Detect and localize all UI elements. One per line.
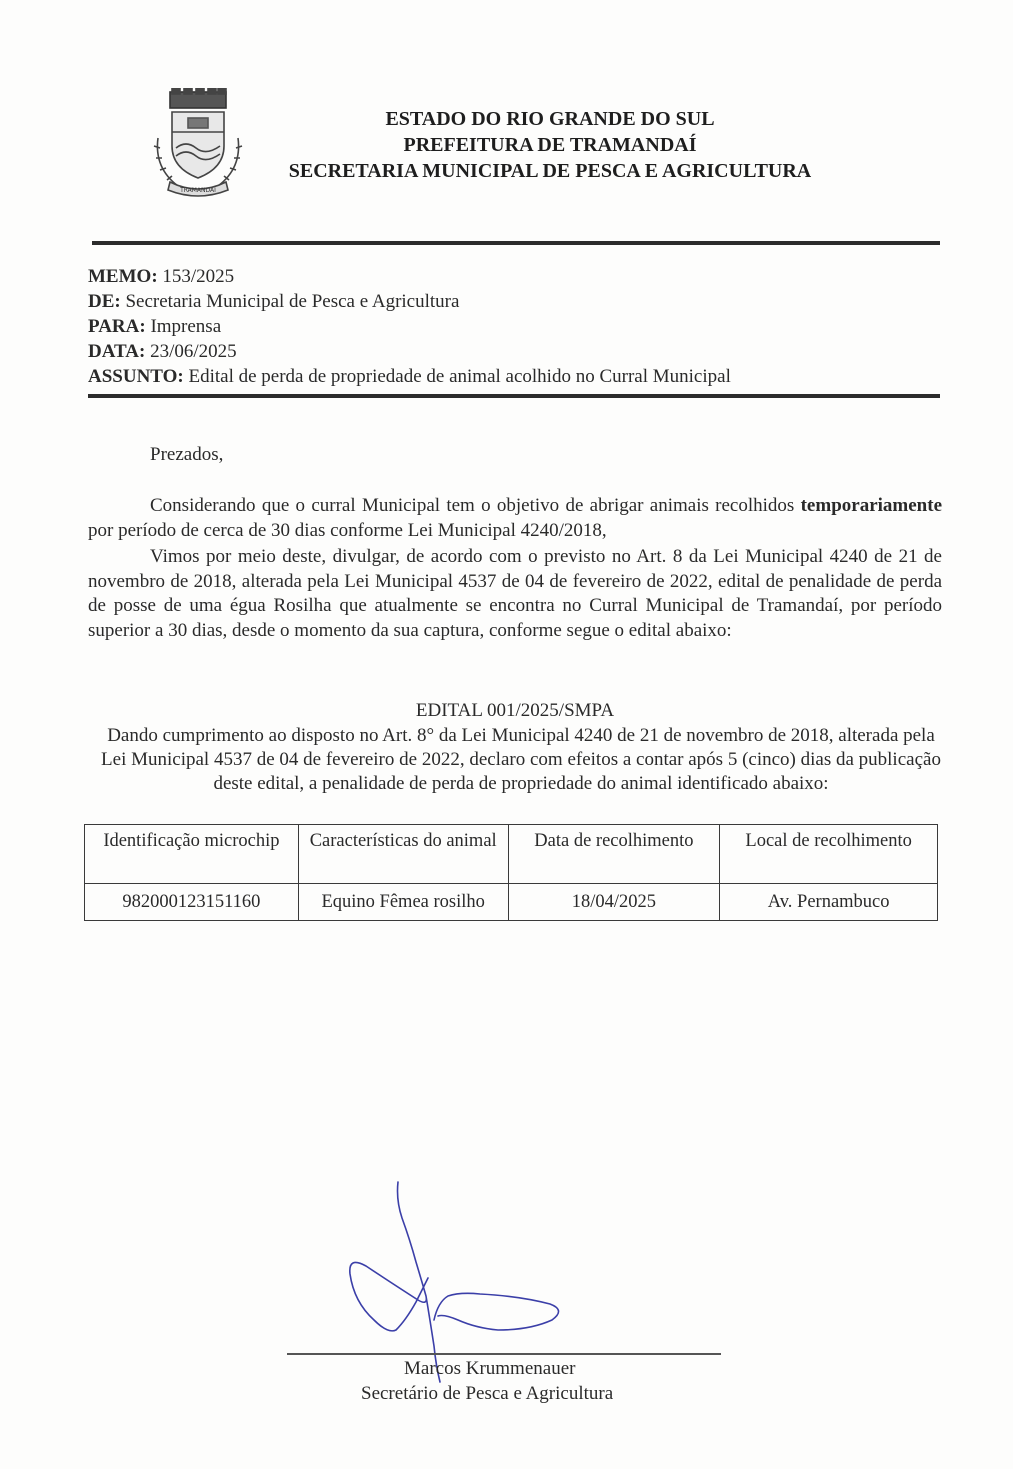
handwritten-signature	[330, 1170, 590, 1390]
memo-to-value: Imprensa	[150, 316, 222, 337]
paragraph-considering-end: por período de cerca de 30 dias conforme Lei Municipal 4240/2018,	[88, 519, 607, 541]
edital-text: Dando cumprimento ao disposto no Art. 8° da Lei Municipal 4240 de 21 de novembro de 2018, alterada pela Lei Municipal 4537 de 04 de fevereiro de 2022, declaro com efeitos a contar após 5 (cinco) dias da publicação deste edital, a penalidade de perda de propriedade do animal identificado abaixo:	[101, 725, 941, 794]
memo-subject-value: Edital de perda de propriedade de animal acolhido no Curral Municipal	[188, 366, 731, 387]
memo-number-row	[88, 264, 731, 289]
table-cell-characteristics: Equino Fêmea rosilho	[298, 884, 508, 921]
municipal-crest-icon	[148, 88, 248, 198]
memo-subject-row	[88, 364, 731, 389]
memo-subject-label: ASSUNTO:	[88, 366, 184, 387]
animal-table	[84, 824, 938, 921]
memo-from-value: Secretaria Municipal de Pesca e Agricultura	[125, 291, 460, 312]
paragraph-considering	[88, 494, 942, 543]
letterhead-state: ESTADO DO RIO GRANDE DO SUL	[385, 108, 715, 130]
memo-to-label: PARA:	[88, 316, 146, 337]
paragraph-considering-start: Considerando que o curral Municipal tem o objetivo de abrigar animais recolhidos	[150, 495, 795, 516]
memo-from-row	[88, 289, 731, 314]
crest-ribbon-text: TRAMANDAÍ	[180, 187, 216, 194]
letterhead-prefecture: PREFEITURA DE TRAMANDAÍ	[403, 134, 697, 156]
table-row	[85, 884, 938, 921]
edital-title: EDITAL 001/2025/SMPA	[415, 700, 615, 721]
memo-number-value: 153/2025	[162, 266, 235, 287]
table-cell-location: Av. Pernambuco	[720, 884, 938, 921]
memo-from-label: DE:	[88, 291, 121, 312]
signer-name: Marcos Krummenauer	[404, 1358, 576, 1379]
table-header-row	[85, 825, 938, 884]
table-cell-microchip: 982000123151160	[85, 884, 299, 921]
memo-meta	[88, 264, 731, 389]
memo-date-row	[88, 339, 731, 364]
letterhead	[240, 106, 860, 184]
paragraph-announcement-text: Vimos por meio deste, divulgar, de acordo com o previsto no Art. 8 da Lei Municipal 4240 de 21 de novembro de 2018, alterada pela Lei Municipal 4537 de 04 de fevereiro de 2022, edital de penalidade de perda de posse de uma égua Rosilha que atualmente se encontra no Curral Municipal de Tramandaí, por período superior a 30 dias, desde o momento da sua captura, conforme segue o edital abaixo:	[88, 546, 942, 641]
table-header-cell: Data de recolhimento	[508, 825, 720, 884]
memo-to-row	[88, 314, 731, 339]
letterhead-secretariat: SECRETARIA MUNICIPAL DE PESCA E AGRICULTURA	[288, 160, 812, 182]
table-cell-date: 18/04/2025	[508, 884, 720, 921]
paragraph-considering-emphasis: temporariamente	[800, 495, 942, 516]
signature-line	[287, 1353, 721, 1355]
memo-number-label: MEMO:	[88, 266, 158, 287]
paragraph-announcement	[88, 545, 942, 643]
meta-divider	[88, 394, 940, 398]
header-divider	[92, 241, 940, 245]
memo-date-label: DATA:	[88, 341, 146, 362]
greeting: Prezados,	[150, 444, 224, 465]
signer-role: Secretário de Pesca e Agricultura	[361, 1383, 614, 1404]
table-header-cell: Características do animal	[298, 825, 508, 884]
memo-date-value: 23/06/2025	[150, 341, 237, 362]
table-header-cell: Identificação microchip	[85, 825, 299, 884]
table-header-cell: Local de recolhimento	[720, 825, 938, 884]
